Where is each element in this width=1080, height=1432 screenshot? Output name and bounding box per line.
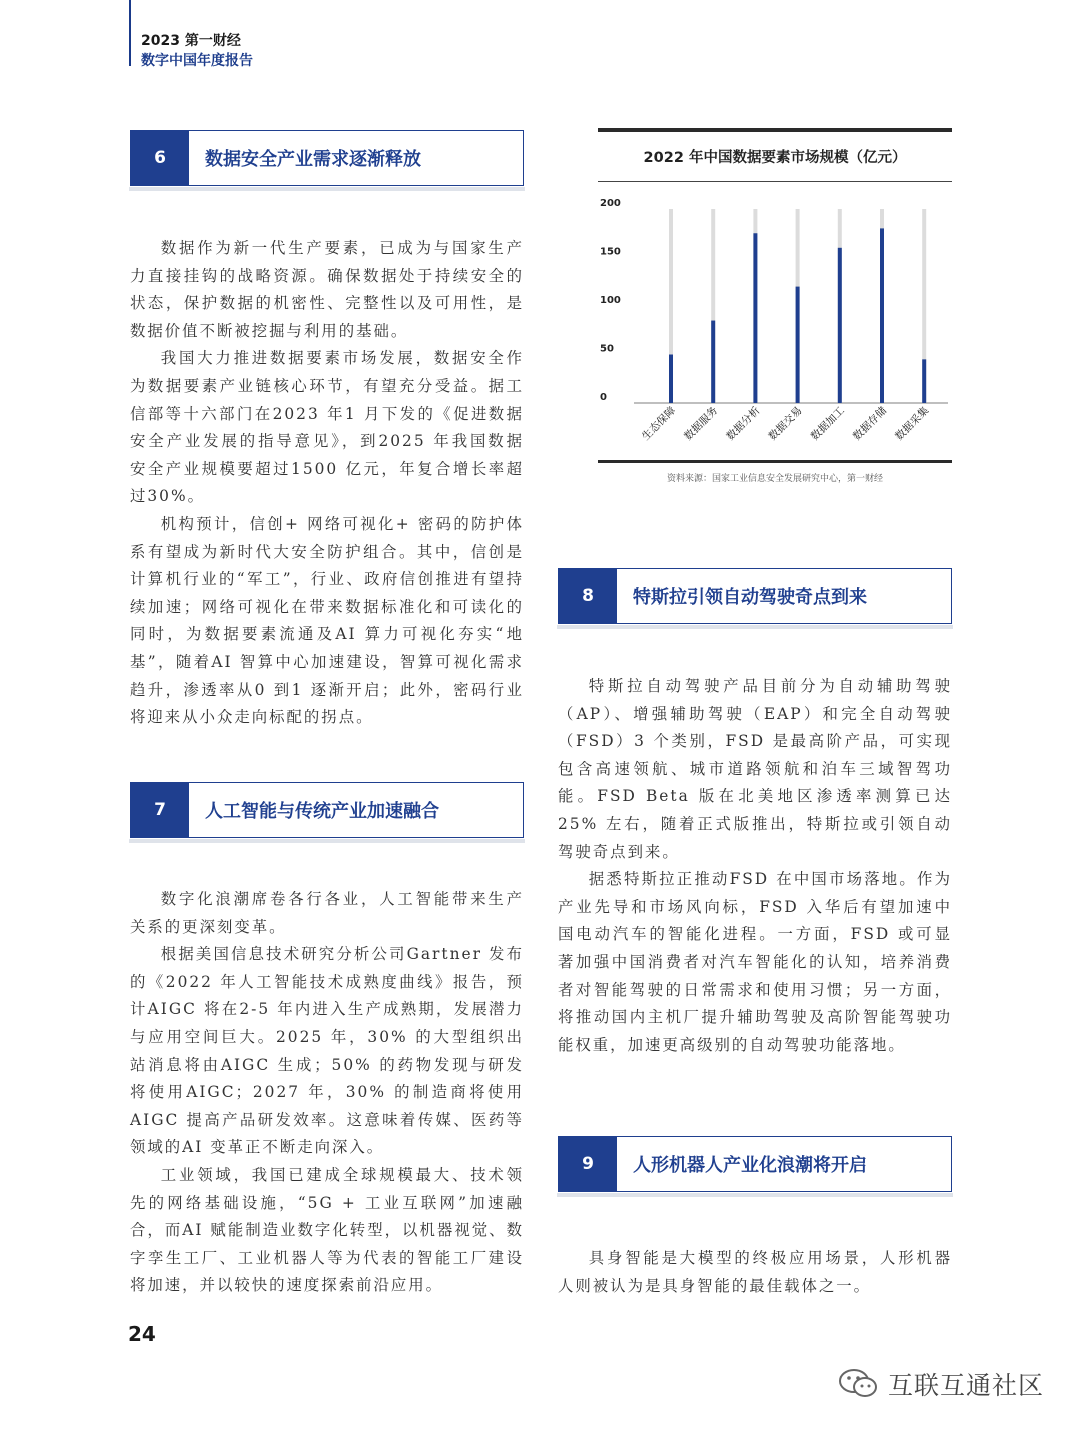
header-title-report: 数字中国年度报告 [141, 53, 253, 69]
chart-plot [598, 182, 952, 462]
x-tick-label: 数据分析 [724, 404, 763, 443]
paragraph: 工业领域，我国已建成全球规模最大、技术领先的网络基础设施，“5G + 工业互联网”加速融合，而AI 赋能制造业数字化转型，以机器视觉、数字孪生工厂、工业机器人等为代表的智能工厂建设将加速，并以较快的速度探索前沿应用。 [130, 1165, 524, 1295]
section-header-shadow [557, 1193, 953, 1197]
bar [922, 359, 926, 403]
section-8-body [558, 673, 952, 1059]
paragraph: 根据美国信息技术研究分析公司Gartner 发布的《2022 年人工智能技术成熟度曲线》报告，预计AIGC 将在2-5 年内进入生产成熟期，发展潜力与应用空间巨大。2025 年，30% 的大型组织出站消息将由AIGC 生成；50% 的药物发现与研发将使用AIGC；2027 年，30% 的制造商将使用AIGC 提高产品研发效率。这意味着传媒、医药等领域的AI 变革正不断走向深入。 [130, 945, 524, 1157]
section-title: 特斯拉引领自动驾驶奇点到来 [633, 587, 867, 608]
paragraph: 数据作为新一代生产要素，已成为与国家生产力直接挂钩的战略资源。确保数据处于持续安全的状态，保护数据的机密性、完整性以及可用性，是数据价值不断被挖掘与利用的基础。 [130, 239, 524, 340]
section-header-shadow [557, 625, 953, 629]
section-header-shadow [129, 839, 525, 843]
paragraph: 具身智能是大模型的终极应用场景，人形机器人则被认为是具身智能的最佳载体之一。 [558, 1249, 952, 1295]
wechat-icon [838, 1368, 880, 1400]
bar [880, 228, 884, 403]
y-tick-label: 0 [600, 392, 607, 403]
paragraph: 数字化浪潮席卷各行各业，人工智能带来生产关系的更深刻变革。 [130, 890, 524, 936]
section-9-body [558, 1245, 952, 1300]
paragraph: 机构预计，信创+ 网络可视化+ 密码的防护体系有望成为新时代大安全防护组合。其中，信创是计算机行业的“军工”，行业、政府信创推进有望持续加速；网络可视化在带来数据标准化和可读化的同时，为数据要素流通及AI 算力可视化夯实“地基”，随着AI 智算中心加速建设，智算可视化需求趋升，渗透率从0 到1 逐渐开启；此外，密码行业将迎来从小众走向标配的拐点。 [130, 514, 524, 727]
chart-source: 资料来源：国家工业信息安全发展研究中心，第一财经 [666, 474, 883, 484]
section-9-header [558, 1136, 952, 1192]
watermark [838, 1366, 1044, 1402]
bar [796, 287, 800, 403]
y-tick-label: 200 [600, 198, 621, 209]
y-tick-label: 150 [600, 246, 621, 258]
bar [669, 355, 673, 404]
section-8-header [558, 568, 952, 624]
section-7-header [130, 782, 524, 838]
section-header-shadow [129, 187, 525, 191]
paragraph: 我国大力推进数据要素市场发展，数据安全作为数据要素产业链核心环节，有望充分受益。据工信部等十六部门在2023 年1 月下发的《促进数据安全产业发展的指导意见》，到2025 年我国数据安全产业规模要超过1500 亿元，年复合增长率超过30%。 [130, 349, 524, 506]
bar [711, 321, 715, 403]
section-number: 8 [559, 569, 617, 623]
x-tick-label: 数据服务 [682, 404, 721, 443]
paragraph: 据悉特斯拉正推动FSD 在中国市场落地。作为产业先导和市场风向标，FSD 入华后有望加速中国电动汽车的智能化进程。一方面，FSD 或可显著加强中国消费者对汽车智能化的认知，培养消费者对智能驾驶的日常需求和使用习惯；另一方面，将推动国内主机厂提升辅助驾驶及高阶智能驾驶功能权重，加速更高级别的自动驾驶功能落地。 [558, 870, 952, 1054]
chart-title: 2022 年中国数据要素市场规模（亿元） [643, 150, 907, 166]
header-rule [129, 0, 131, 66]
x-tick-label: 数据加工 [808, 404, 847, 443]
x-tick-label: 数据存储 [850, 404, 890, 443]
section-6-body [130, 235, 524, 732]
paragraph: 特斯拉自动驾驶产品目前分为自动辅助驾驶（AP）、增强辅助驾驶（EAP）和完全自动驾驶（FSD）3 个类别，FSD 是最高阶产品，可实现包含高速领航、城市道路领航和泊车三域智驾功能。FSD Beta 版在北美地区渗透率测算已达25% 左右，随着正式版推出，特斯拉或引领自动驾驶奇点到来。 [558, 677, 952, 861]
y-tick-label: 100 [600, 295, 621, 306]
section-number: 9 [559, 1137, 617, 1191]
section-number: 7 [131, 783, 189, 837]
chart-top-rule [598, 128, 952, 132]
bar [753, 233, 757, 403]
section-7-body [130, 886, 524, 1300]
section-number: 6 [131, 131, 189, 185]
section-title: 人工智能与传统产业加速融合 [205, 801, 439, 822]
section-title: 人形机器人产业化浪潮将开启 [633, 1155, 867, 1176]
section-title: 数据安全产业需求逐渐释放 [205, 149, 421, 170]
page-number: 24 [128, 1322, 156, 1346]
x-tick-label: 数据采集 [893, 404, 932, 443]
x-tick-label: 生态保障 [639, 404, 679, 443]
section-6-header [130, 130, 524, 186]
market-size-chart [598, 128, 952, 488]
chart-bottom-rule [598, 460, 952, 463]
y-tick-label: 50 [600, 343, 614, 355]
bar [838, 248, 842, 403]
watermark-text: 互联互通社区 [888, 1371, 1045, 1400]
header-title-year: 2023 第一财经 [141, 33, 241, 49]
x-tick-label: 数据交易 [766, 404, 805, 443]
